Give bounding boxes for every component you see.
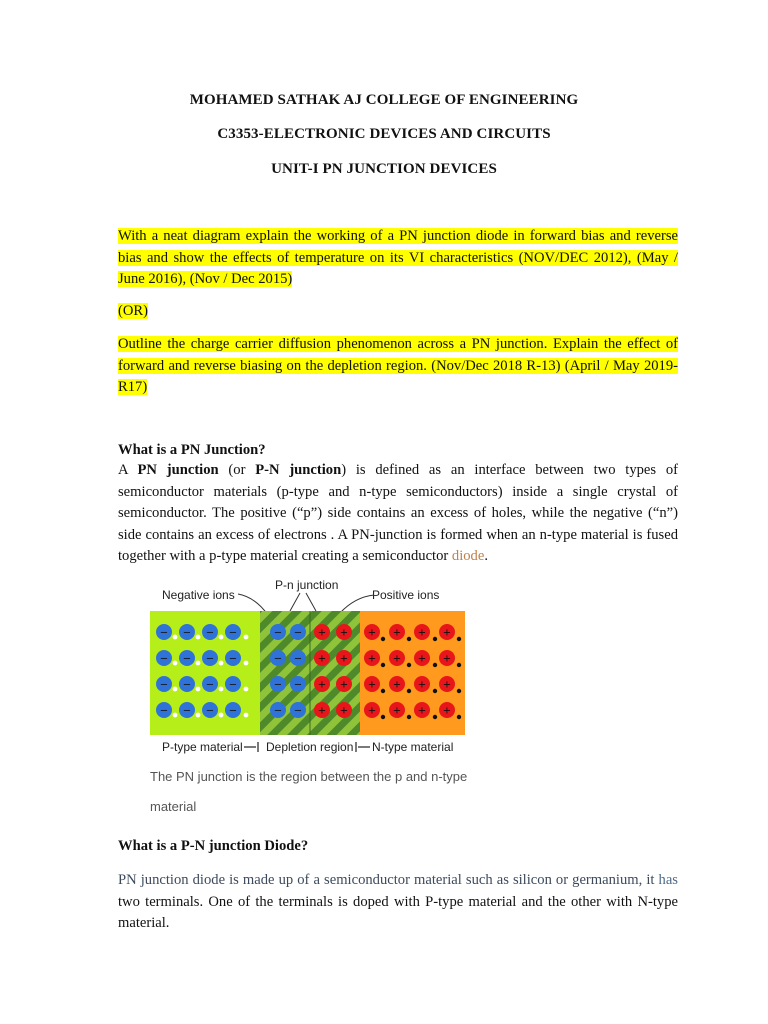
ion-sign-minus: − (159, 705, 169, 717)
label-p-type: P-type material (162, 740, 243, 754)
ion-sign-plus: + (339, 627, 349, 639)
electron (457, 715, 461, 719)
ion-sign-minus: − (159, 653, 169, 665)
ion-sign-minus: − (159, 627, 169, 639)
ion-sign-plus: + (392, 653, 402, 665)
electron (457, 689, 461, 693)
ion-sign-minus: − (273, 627, 283, 639)
ion-sign-minus: − (293, 679, 303, 691)
ion-sign-plus: + (317, 705, 327, 717)
ion-sign-plus: + (442, 627, 452, 639)
ion-sign-minus: − (228, 627, 238, 639)
ion-sign-plus: + (442, 679, 452, 691)
hole (173, 687, 178, 692)
ion-sign-plus: + (392, 627, 402, 639)
bold-term: P-N junction (255, 462, 342, 478)
electron (407, 689, 411, 693)
text-run: two terminals. One of the terminals is doped with P-type material and the other with N-type material. (118, 893, 678, 931)
figure-caption-line2: material (150, 799, 197, 814)
electron (433, 715, 437, 719)
leader-positive (340, 595, 374, 613)
ion-sign-minus: − (182, 679, 192, 691)
has-word: has (658, 872, 678, 888)
question-2-text: Outline the charge carrier diffusion phenomenon across a PN junction. Explain the effect of forward and reverse biasing on the depletion region. (Nov/Dec 2018 R-13) (April / May 2019-R17) (118, 336, 678, 395)
hole (219, 635, 224, 640)
ion-sign-minus: − (273, 653, 283, 665)
electron (407, 637, 411, 641)
ion-sign-minus: − (205, 679, 215, 691)
ion-sign-minus: − (228, 653, 238, 665)
ion-sign-minus: − (205, 705, 215, 717)
hole (173, 661, 178, 666)
hole (219, 661, 224, 666)
text-run: A (118, 462, 138, 478)
pn-junction-paragraph (118, 460, 678, 568)
electron (433, 637, 437, 641)
figure-caption-line1: The PN junction is the region between the p and n-type (150, 769, 468, 784)
hole (196, 713, 201, 718)
ion-sign-plus: + (417, 627, 427, 639)
text-run: ) is defined as an interface between two types of semiconductor materials (p-type and n-type semiconductors) inside a single crystal of semiconductor. The positive (“p”) side contains an excess of holes, while the negative (“n”) side contains an excess of electrons . A PN-junction is formed when an n-type material is fused together with a p-type material creating a semiconductor (118, 462, 678, 564)
ion-sign-plus: + (367, 627, 377, 639)
ion-sign-minus: − (228, 679, 238, 691)
ion-sign-plus: + (317, 627, 327, 639)
heading-pn-junction: What is a PN Junction? (118, 442, 266, 458)
hole (219, 713, 224, 718)
hole (244, 687, 249, 692)
or-text: (OR) (118, 303, 148, 319)
ion-sign-plus: + (367, 679, 377, 691)
text-run: PN junction diode is made up of a semiconductor material such as silicon or germanium, it (118, 872, 659, 888)
college-title: MOHAMED SATHAK AJ COLLEGE OF ENGINEERING (189, 92, 579, 108)
label-negative-ions: Negative ions (162, 588, 235, 602)
label-depletion: Depletion region (266, 740, 354, 754)
diode-link[interactable]: diode (451, 548, 485, 564)
ion-sign-plus: + (317, 679, 327, 691)
hole (173, 635, 178, 640)
question-2 (118, 334, 678, 399)
ion-sign-plus: + (417, 653, 427, 665)
ion-sign-plus: + (339, 679, 349, 691)
course-title: C3353-ELECTRONIC DEVICES AND CIRCUITS (217, 126, 551, 142)
label-pn-junction: P-n junction (275, 578, 339, 592)
electron (407, 663, 411, 667)
ion-sign-plus: + (339, 705, 349, 717)
pn-junction-figure (150, 575, 470, 825)
electron (457, 663, 461, 667)
hole (244, 661, 249, 666)
electron (433, 689, 437, 693)
leader-junction-right (306, 593, 316, 611)
ion-sign-minus: − (205, 627, 215, 639)
label-n-type: N-type material (372, 740, 454, 754)
ion-sign-plus: + (367, 653, 377, 665)
hole (196, 635, 201, 640)
ion-sign-minus: − (273, 679, 283, 691)
electron (381, 715, 385, 719)
text-run: (or (218, 462, 256, 478)
heading-pn-diode: What is a P-N junction Diode? (118, 838, 309, 854)
electron (381, 663, 385, 667)
label-positive-ions: Positive ions (372, 588, 440, 602)
ion-sign-plus: + (442, 705, 452, 717)
or-line (118, 301, 678, 323)
ion-sign-minus: − (273, 705, 283, 717)
hole (196, 687, 201, 692)
ion-sign-minus: − (205, 653, 215, 665)
ion-sign-minus: − (293, 627, 303, 639)
bold-term: PN junction (137, 462, 219, 478)
ion-sign-minus: − (182, 653, 192, 665)
question-1-text: With a neat diagram explain the working of a PN junction diode in forward bias and reverse bias and show the effects of temperature on its VI characteristics (NOV/DEC 2012), (May / June 2016), (Nov / Dec 2015) (118, 228, 678, 287)
pn-diode-paragraph (118, 870, 678, 935)
unit-title: UNIT-I PN JUNCTION DEVICES (271, 161, 497, 177)
ion-sign-plus: + (392, 679, 402, 691)
ion-sign-minus: − (228, 705, 238, 717)
electron (457, 637, 461, 641)
hole (173, 713, 178, 718)
hole (244, 635, 249, 640)
ion-sign-minus: − (182, 627, 192, 639)
ion-sign-plus: + (417, 705, 427, 717)
ion-sign-plus: + (339, 653, 349, 665)
ion-sign-plus: + (317, 653, 327, 665)
electron (381, 689, 385, 693)
electron (381, 637, 385, 641)
ion-sign-minus: − (293, 705, 303, 717)
electron (433, 663, 437, 667)
leader-junction-left (290, 593, 300, 611)
ion-sign-minus: − (182, 705, 192, 717)
ion-sign-minus: − (159, 679, 169, 691)
hole (244, 713, 249, 718)
ion-sign-plus: + (442, 653, 452, 665)
ion-sign-plus: + (392, 705, 402, 717)
hole (219, 687, 224, 692)
ion-sign-minus: − (293, 653, 303, 665)
question-1 (118, 226, 678, 291)
electron (407, 715, 411, 719)
text-run: . (484, 548, 488, 564)
ion-sign-plus: + (417, 679, 427, 691)
ion-sign-plus: + (367, 705, 377, 717)
hole (196, 661, 201, 666)
